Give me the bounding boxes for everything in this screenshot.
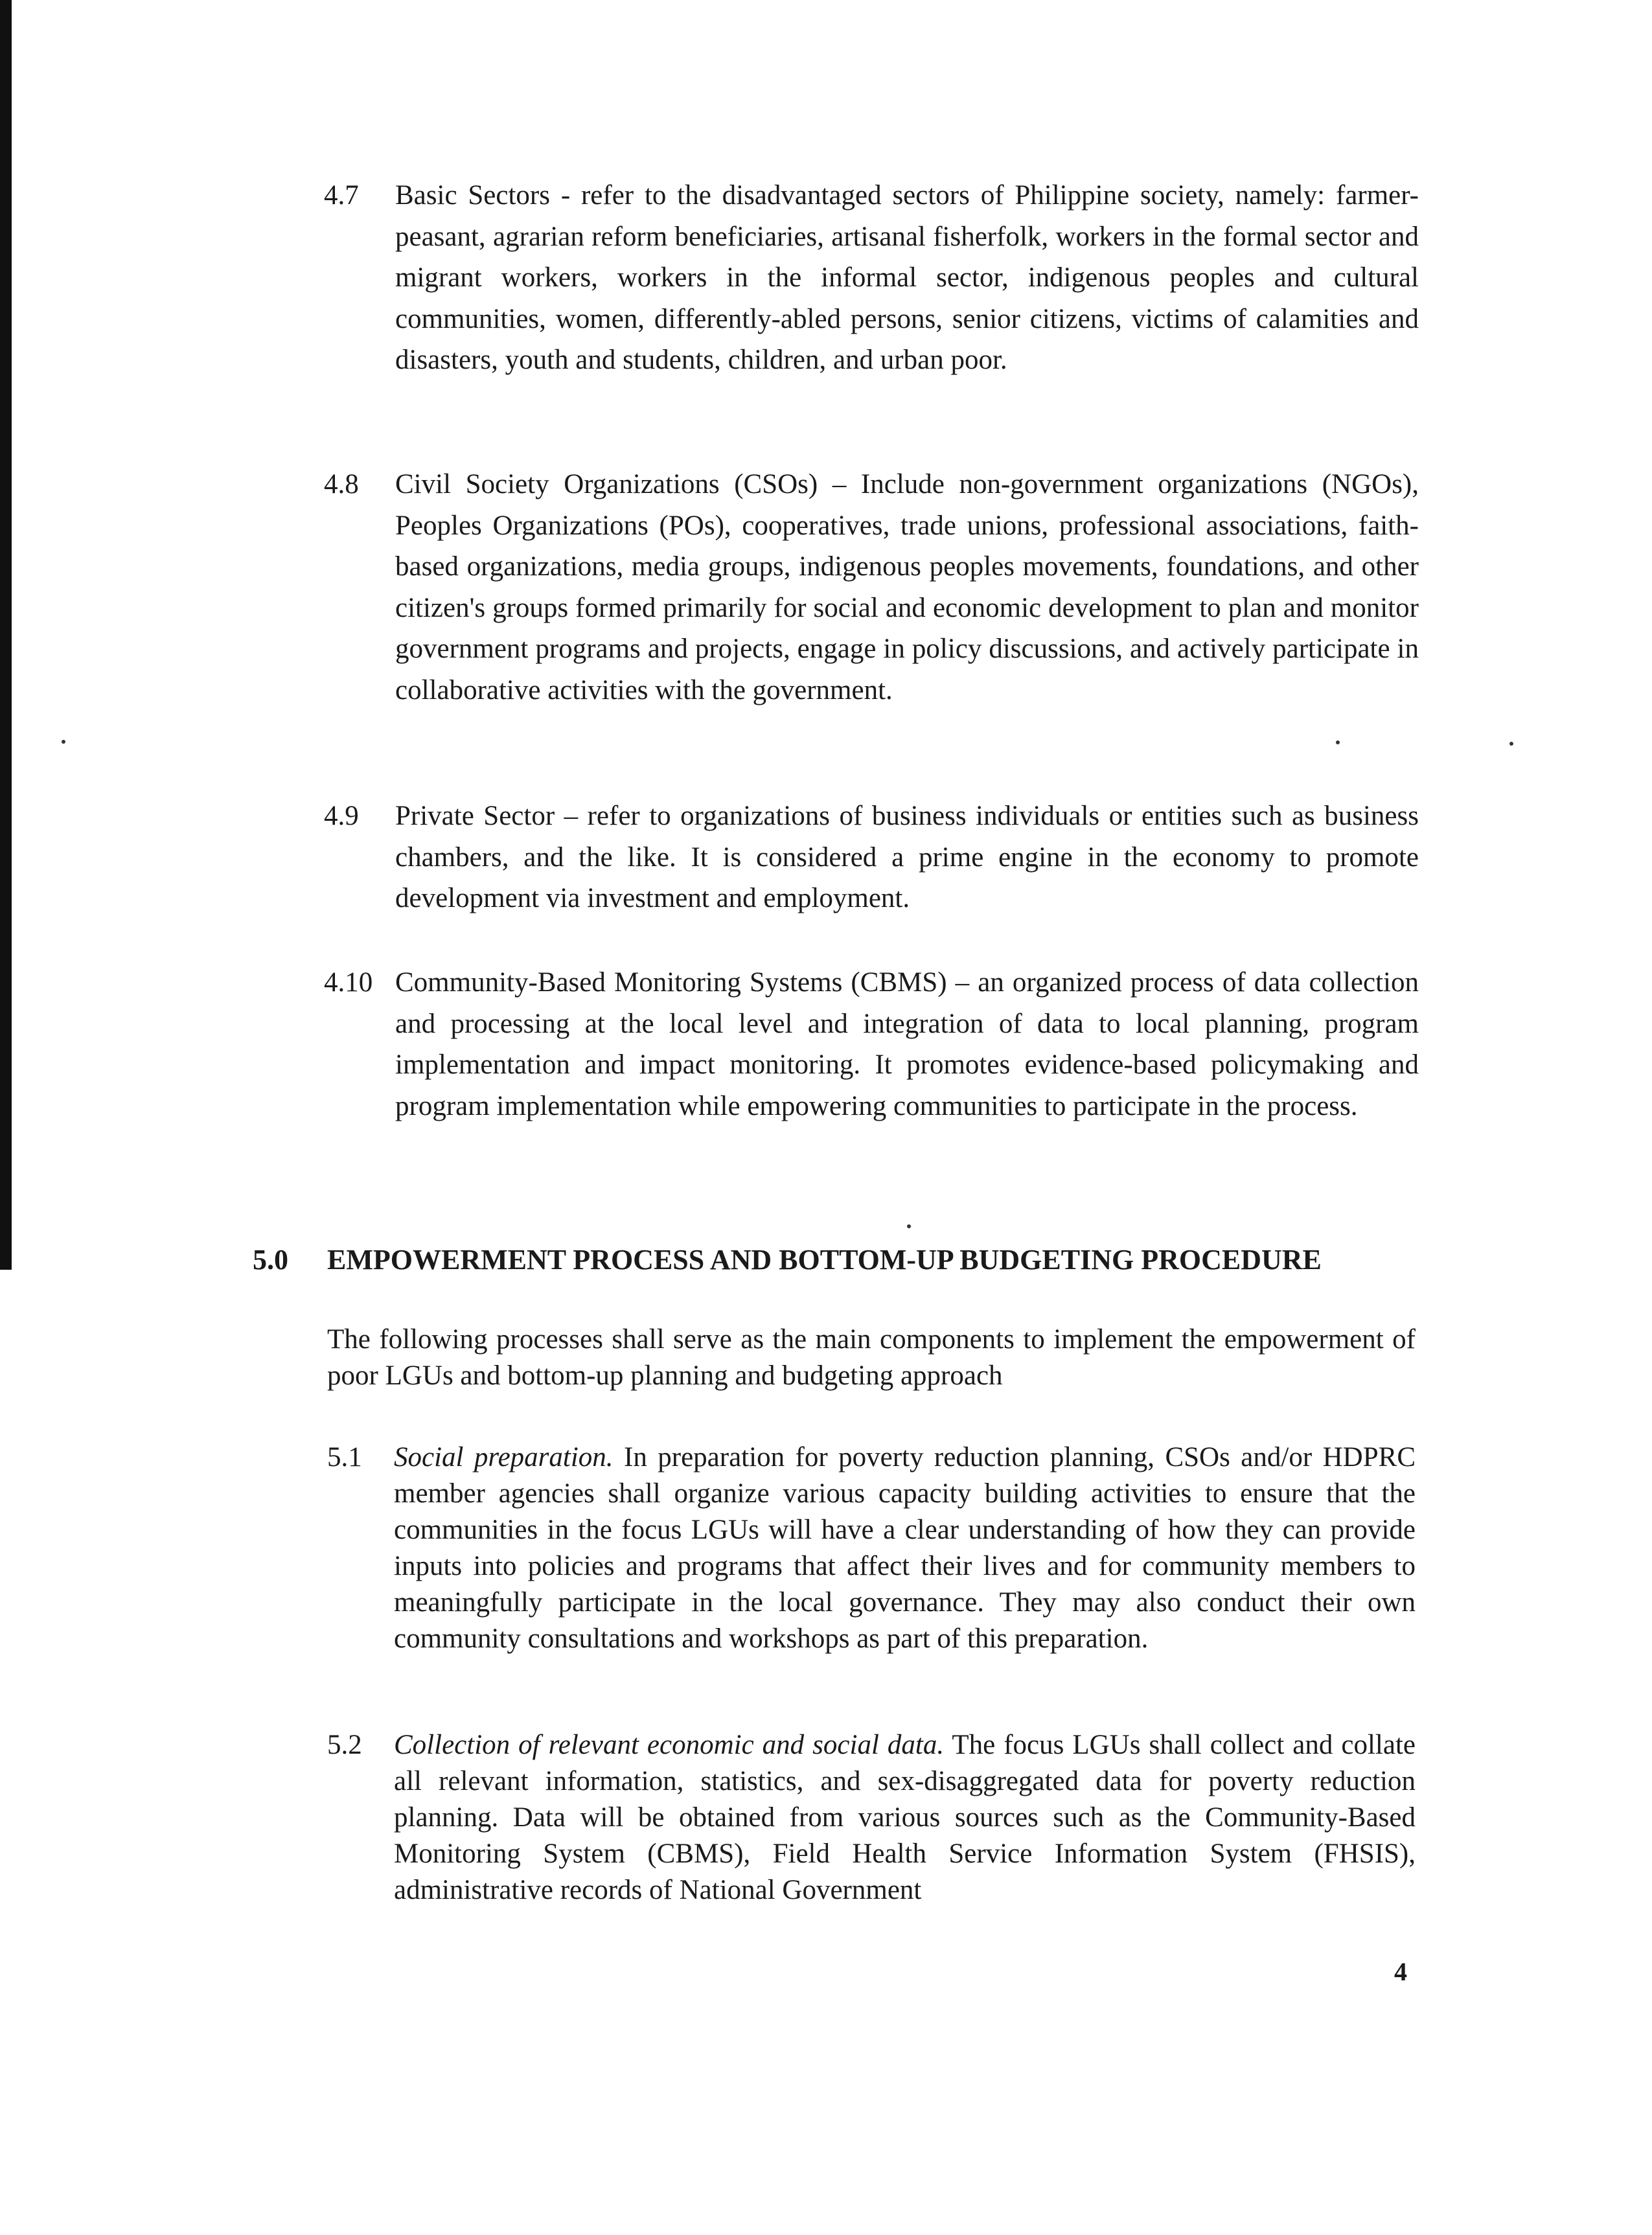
definition-text: Private Sector – refer to organizations of business individuals or entities such as business chambers, and the like. It is considered a prime engine in the economy to promote development via investment and employment.	[395, 801, 1419, 913]
definition-number: 4.7	[324, 180, 359, 211]
subsection-5-1	[327, 1439, 1416, 1657]
definition-item-4-7	[324, 175, 1419, 381]
subsection-body	[394, 1439, 1416, 1657]
section-title: EMPOWERMENT PROCESS AND BOTTOM-UP BUDGETING PROCEDURE	[327, 1244, 1322, 1276]
definition-text: Civil Society Organizations (CSOs) – Include non-government organizations (NGOs), Peoples Organizations (POs), cooperatives, trade unions, professional associations, faith-based organizations, media groups, indigenous peoples movements, foundations, and other citizen's groups formed primarily for social and economic development to plan and monitor government programs and projects, engage in policy discussions, and actively participate in collaborative activities with the government.	[395, 469, 1419, 705]
scan-speck	[62, 740, 65, 744]
section-intro: The following processes shall serve as the main components to implement the empowerment of poor LGUs and bottom-up planning and budgeting approach	[327, 1324, 1416, 1391]
scan-speck	[1336, 740, 1340, 744]
section-number: 5.0	[253, 1244, 288, 1276]
definition-number: 4.8	[324, 469, 359, 499]
scan-speck	[1509, 742, 1513, 746]
subsection-text: The focus LGUs shall collect and collate all relevant information, statistics, and sex-disaggregated data for poverty reduction planning. Data will be obtained from various sources such as the Community-Based Monitoring System (CBMS), Field Health Service Information System (FHSIS), administrative records of National Government	[394, 1730, 1416, 1905]
scan-left-edge	[0, 0, 12, 1270]
scan-speck	[907, 1224, 911, 1228]
subsection-heading: Social preparation.	[394, 1442, 614, 1473]
subsection-number: 5.2	[327, 1730, 362, 1760]
section-heading	[253, 1241, 1322, 1279]
subsection-number: 5.1	[327, 1442, 362, 1473]
definition-number: 4.10	[324, 967, 373, 998]
definition-text: Community-Based Monitoring Systems (CBMS) – an organized process of data collection and processing at the local level and integration of data to local planning, program implementation and impact monitoring. It promotes evidence-based policymaking and program implementation while empowering communities to participate in the process.	[395, 967, 1419, 1121]
definition-item-4-10	[324, 962, 1419, 1127]
subsection-5-2	[327, 1727, 1416, 1908]
subsection-heading: Collection of relevant economic and social data.	[394, 1730, 945, 1760]
subsection-body	[394, 1727, 1416, 1908]
definition-item-4-8	[324, 464, 1419, 711]
definition-text: Basic Sectors - refer to the disadvantaged sectors of Philippine society, namely: farmer-peasant, agrarian reform beneficiaries, artisanal fisherfolk, workers in the formal sector and migrant workers, workers in the informal sector, indigenous peoples and cultural communities, women, differently-abled persons, senior citizens, victims of calamities and disasters, youth and students, children, and urban poor.	[395, 180, 1419, 375]
definition-number: 4.9	[324, 801, 359, 831]
definition-item-4-9	[324, 796, 1419, 919]
subsection-text: In preparation for poverty reduction planning, CSOs and/or HDPRC member agencies shall organize various capacity building activities to ensure that the communities in the focus LGUs will have a clear understanding of how they can provide inputs into policies and programs that affect their lives and for community members to meaningfully participate in the local governance. They may also conduct their own community consultations and workshops as part of this preparation.	[394, 1442, 1416, 1654]
page-number: 4	[1394, 1957, 1407, 1986]
